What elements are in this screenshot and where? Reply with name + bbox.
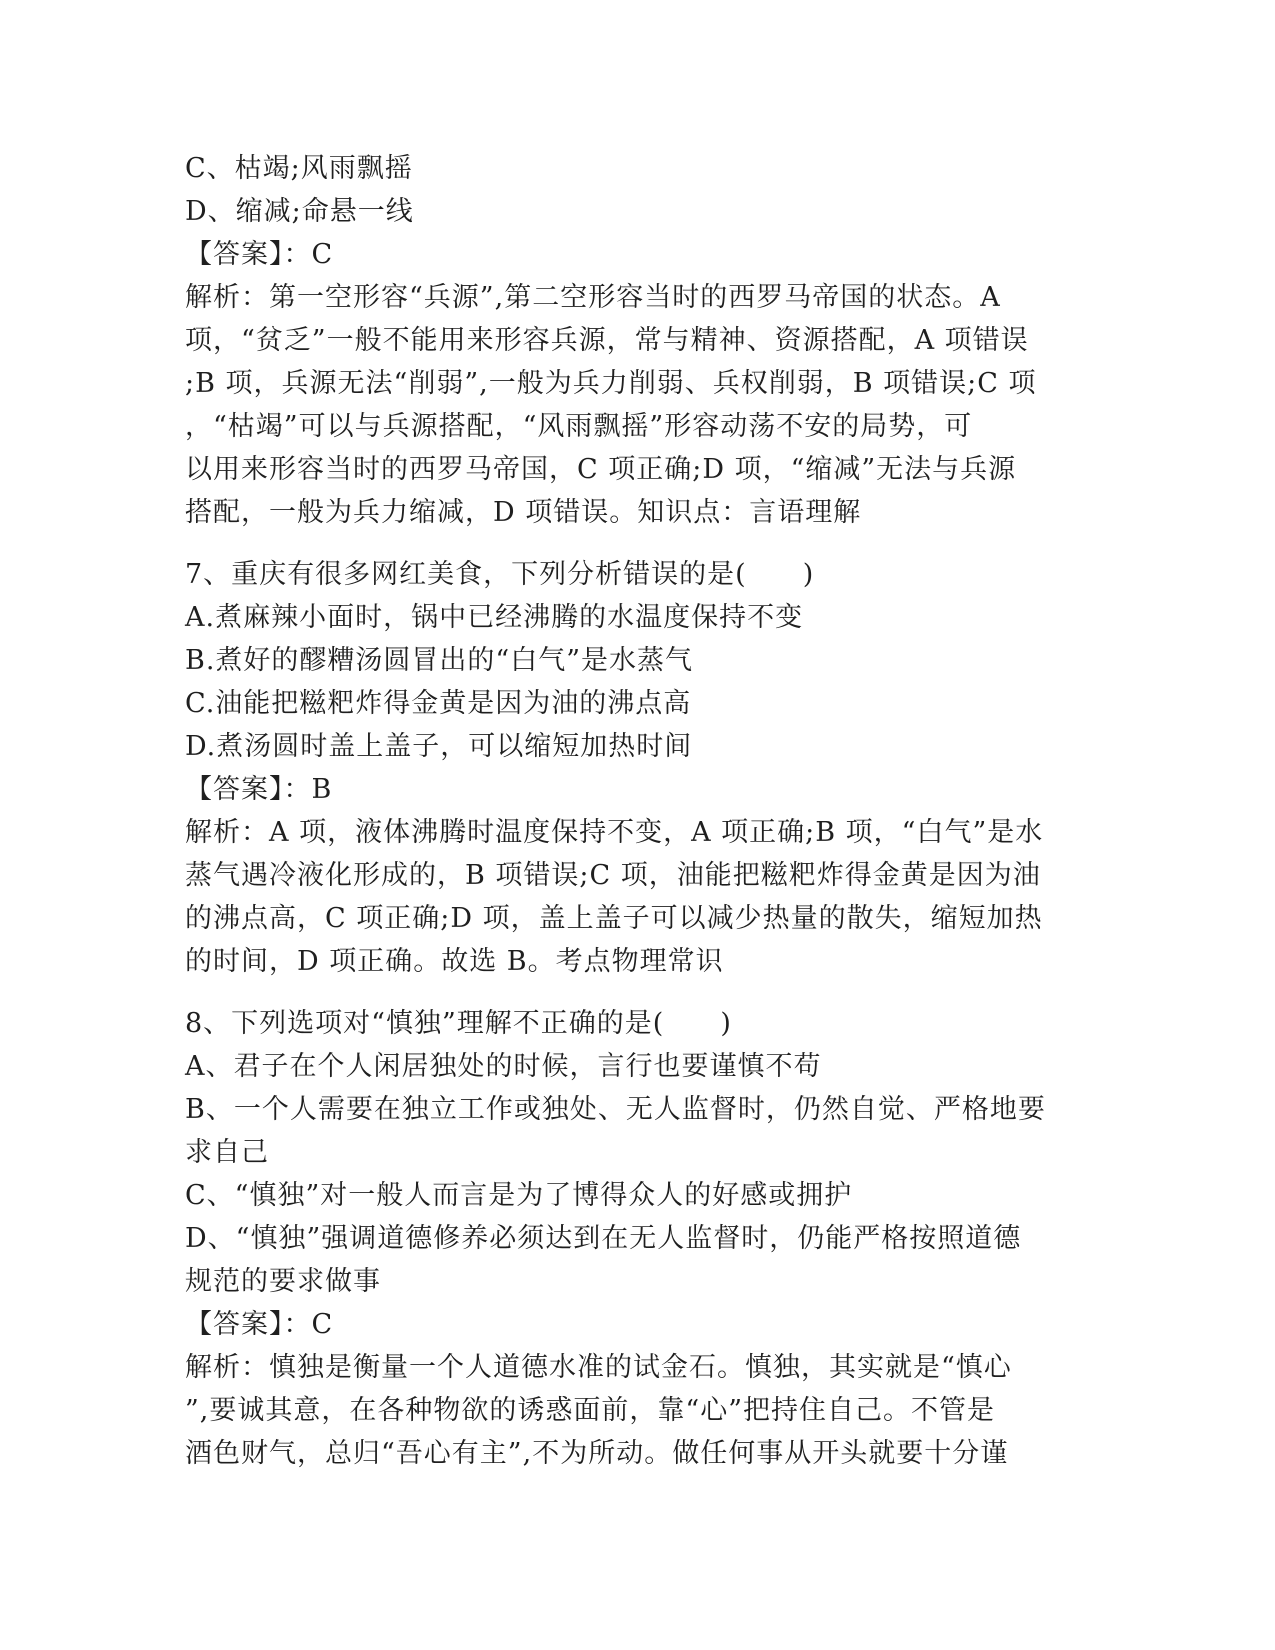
question-6-tail: [185, 147, 1070, 534]
question-7: [185, 553, 1070, 983]
analysis-line: 的时间，D 项正确。故选 B。考点物理常识: [185, 946, 724, 977]
option-a: A、君子在个人闲居独处的时候，言行也要谨慎不苟: [185, 1051, 822, 1082]
option-a: A.煮麻辣小面时，锅中已经沸腾的水温度保持不变: [185, 602, 804, 633]
analysis-line: ，“枯竭”可以与兵源搭配，“风雨飘摇”形容动荡不安的局势，可: [185, 411, 973, 442]
question-8: [185, 1002, 1070, 1475]
analysis-line: ”,要诚其意，在各种物欲的诱惑面前，靠“心”把持住自己。不管是: [185, 1395, 995, 1426]
option-b: B.煮好的醪糟汤圆冒出的“白气”是水蒸气: [185, 645, 694, 676]
option-c: C、“慎独”对一般人而言是为了博得众人的好感或拥护: [185, 1180, 853, 1211]
analysis-line: 解析：慎独是衡量一个人道德水准的试金石。慎独，其实就是“慎心: [185, 1352, 1012, 1383]
option-d: D.煮汤圆时盖上盖子，可以缩短加热时间: [185, 731, 693, 762]
block-spacer: [185, 534, 1070, 553]
analysis-line: 以用来形容当时的西罗马帝国，C 项正确;D 项，“缩减”无法与兵源: [185, 454, 1017, 485]
analysis-line: 搭配，一般为兵力缩减，D 项错误。知识点：言语理解: [185, 497, 862, 528]
block-spacer: [185, 983, 1070, 1002]
option-c: C.油能把糍粑炸得金黄是因为油的沸点高: [185, 688, 692, 719]
question-stem: 7、重庆有很多网红美食，下列分析错误的是( ): [185, 559, 815, 590]
analysis-line: 解析：第一空形容“兵源”,第二空形容当时的西罗马帝国的状态。A: [185, 282, 1001, 313]
answer-line: 【答案】：C: [185, 1309, 334, 1340]
answer-line: 【答案】：C: [185, 239, 334, 270]
analysis-line: 解析：A 项，液体沸腾时温度保持不变，A 项正确;B 项，“白气”是水: [185, 817, 1044, 848]
option-d: D、缩减;命悬一线: [185, 196, 414, 227]
option-b-continued: 求自己: [185, 1137, 269, 1168]
analysis-line: 的沸点高，C 项正确;D 项，盖上盖子可以减少热量的散失，缩短加热: [185, 903, 1043, 934]
option-c: C、枯竭;风雨飘摇: [185, 153, 413, 184]
analysis-line: 蒸气遇冷液化形成的，B 项错误;C 项，油能把糍粑炸得金黄是因为油: [185, 860, 1041, 891]
document-body: [185, 147, 1070, 1475]
answer-line: 【答案】：B: [185, 774, 333, 805]
option-d-continued: 规范的要求做事: [185, 1266, 381, 1297]
analysis-line: 酒色财气，总归“吾心有主”,不为所动。做任何事从开头就要十分谨: [185, 1438, 1009, 1469]
option-b: B、一个人需要在独立工作或独处、无人监督时，仍然自觉、严格地要: [185, 1094, 1046, 1125]
option-d: D、“慎独”强调道德修养必须达到在无人监督时，仍能严格按照道德: [185, 1223, 1022, 1254]
question-stem: 8、下列选项对“慎独”理解不正确的是( ): [185, 1008, 732, 1039]
analysis-line: 项，“贫乏”一般不能用来形容兵源，常与精神、资源搭配，A 项错误: [185, 325, 1029, 356]
analysis-line: ;B 项，兵源无法“削弱”,一般为兵力削弱、兵权削弱，B 项错误;C 项: [185, 368, 1037, 399]
